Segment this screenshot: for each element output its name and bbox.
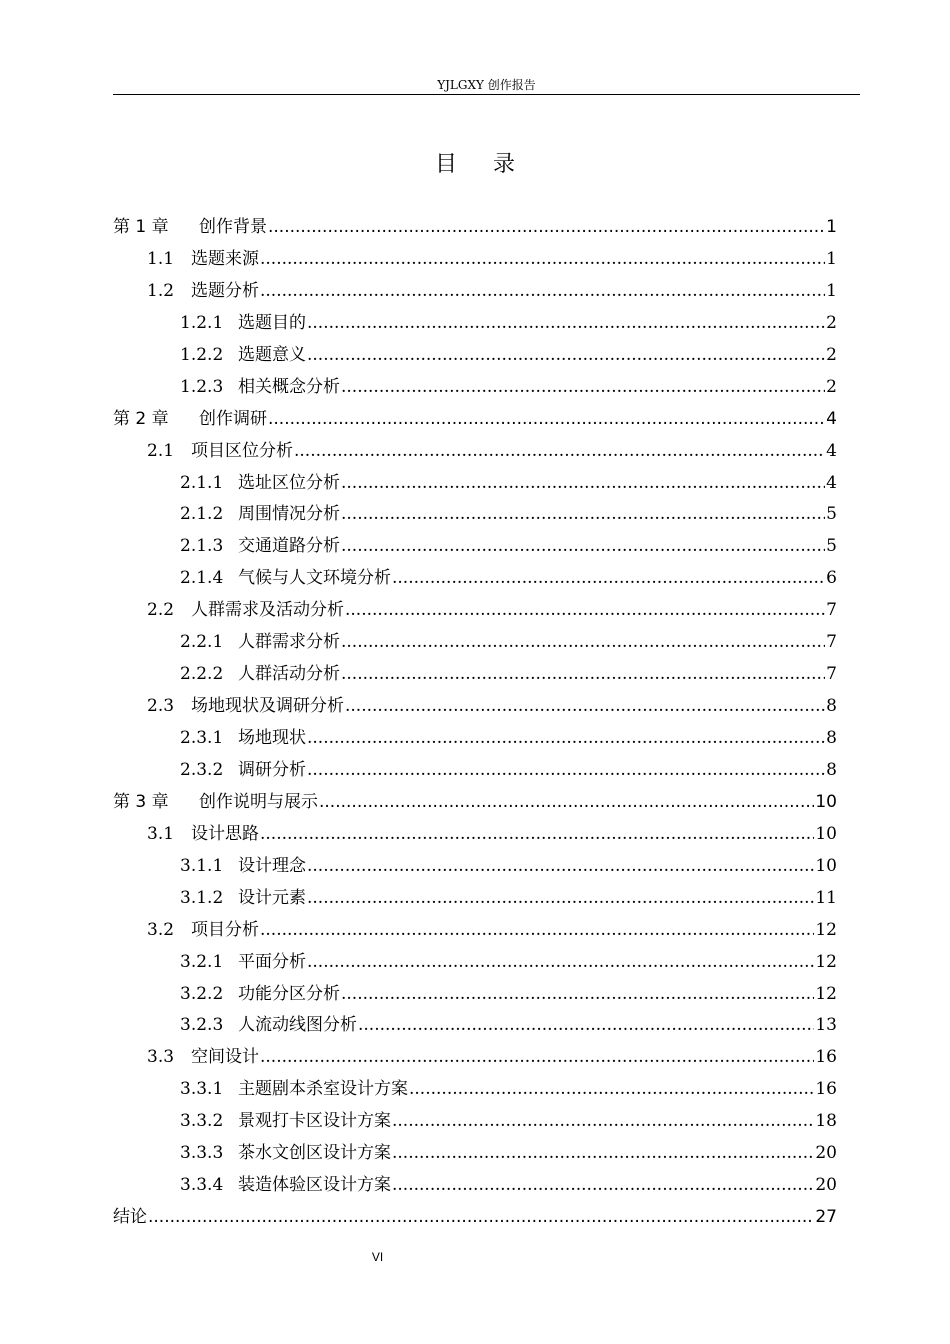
dot-leader	[341, 627, 825, 659]
toc-entry-number: 1.2.2	[180, 344, 224, 365]
dot-leader	[341, 372, 825, 404]
toc-entry-number: 3.3.1	[180, 1079, 224, 1100]
toc-entry-label: 人流动线图分析	[238, 1015, 357, 1036]
toc-entry[interactable]	[113, 883, 837, 915]
toc-entry[interactable]	[113, 404, 837, 436]
running-header: YJLGXY 创作报告	[437, 78, 536, 92]
toc-entry-page: 4	[826, 440, 837, 461]
toc-entry[interactable]	[113, 979, 837, 1011]
dot-leader	[307, 308, 825, 340]
dot-leader	[260, 276, 825, 308]
toc-entry-page: 7	[826, 632, 837, 653]
toc-entry-number: 1.2	[147, 280, 175, 301]
dot-leader	[260, 819, 814, 851]
toc-entry[interactable]	[113, 1074, 837, 1106]
toc-entry-label: 空间设计	[191, 1047, 259, 1068]
toc-entry-label: 设计理念	[238, 855, 306, 876]
toc-entry-number: 3.3	[147, 1047, 175, 1068]
toc-entry[interactable]	[113, 595, 837, 627]
toc-entry-page: 8	[826, 696, 837, 717]
toc-entry-label: 选址区位分析	[238, 472, 340, 493]
toc-entry[interactable]	[113, 499, 837, 531]
toc-entry-page: 20	[815, 1175, 837, 1196]
toc-entry-number: 2.3	[147, 696, 175, 717]
toc-entry-number: 第 3 章	[113, 791, 169, 812]
toc-entry-number: 2.2.2	[180, 664, 224, 685]
toc-entry-label: 相关概念分析	[238, 376, 340, 397]
toc-entry-label: 周围情况分析	[238, 504, 340, 525]
toc-entry-label: 设计元素	[238, 887, 306, 908]
dot-leader	[392, 563, 825, 595]
toc-entry-label: 项目区位分析	[191, 440, 293, 461]
toc-entry-number: 3.1	[147, 823, 175, 844]
toc-entry-number: 第 2 章	[113, 408, 169, 429]
toc-entry-page: 27	[815, 1207, 837, 1228]
toc-entry-page: 10	[815, 855, 837, 876]
toc-entry[interactable]	[113, 1042, 837, 1074]
toc-entry[interactable]	[113, 1202, 837, 1234]
dot-leader	[307, 851, 814, 883]
toc-entry-number: 3.2	[147, 919, 175, 940]
dot-leader	[307, 340, 825, 372]
toc-entry-label: 创作背景	[199, 217, 267, 237]
dot-leader	[341, 659, 825, 691]
toc-entry-page: 12	[815, 983, 837, 1004]
toc-entry-number: 2.1.2	[180, 504, 224, 525]
toc-entry-label: 结论	[113, 1207, 147, 1228]
toc-entry-label: 项目分析	[191, 919, 259, 940]
dot-leader	[345, 691, 825, 723]
table-of-contents	[113, 212, 837, 1234]
toc-entry-page: 7	[826, 600, 837, 621]
toc-entry-number: 3.1.2	[180, 887, 224, 908]
toc-entry-label: 调研分析	[238, 759, 306, 780]
toc-entry-page: 5	[826, 536, 837, 557]
toc-entry[interactable]	[113, 308, 837, 340]
toc-entry-page: 12	[815, 951, 837, 972]
header-rule	[113, 94, 860, 95]
toc-entry[interactable]	[113, 787, 837, 819]
toc-entry-page: 1	[826, 248, 837, 269]
toc-entry-number: 3.2.3	[180, 1015, 224, 1036]
dot-leader	[307, 883, 814, 915]
toc-entry-page: 7	[826, 664, 837, 685]
toc-entry[interactable]	[113, 436, 837, 468]
toc-entry[interactable]	[113, 947, 837, 979]
toc-entry-number: 2.3.1	[180, 728, 224, 748]
dot-leader	[345, 595, 825, 627]
toc-entry-number: 3.2.2	[180, 983, 224, 1004]
toc-entry-number: 2.1	[147, 440, 175, 461]
toc-entry[interactable]	[113, 276, 837, 308]
toc-entry-page: 1	[826, 280, 837, 301]
dot-leader	[341, 531, 825, 563]
toc-entry-label: 装造体验区设计方案	[238, 1175, 391, 1196]
toc-entry[interactable]	[113, 915, 837, 947]
dot-leader	[268, 404, 825, 436]
toc-entry-label: 气候与人文环境分析	[238, 568, 391, 589]
dot-leader	[341, 499, 825, 531]
toc-entry-label: 主题剧本杀室设计方案	[238, 1079, 408, 1100]
toc-entry-label: 茶水文创区设计方案	[238, 1143, 391, 1164]
toc-entry-page: 20	[815, 1143, 837, 1164]
dot-leader	[392, 1138, 814, 1170]
toc-entry-number: 2.2.1	[180, 632, 224, 653]
toc-entry-number: 2.1.3	[180, 536, 224, 557]
toc-entry-label: 场地现状及调研分析	[191, 696, 344, 717]
toc-entry-page: 2	[826, 344, 837, 365]
toc-entry-label: 人群活动分析	[238, 664, 340, 685]
dot-leader	[268, 212, 825, 244]
toc-entry-number: 第 1 章	[113, 217, 169, 237]
toc-entry[interactable]	[113, 1010, 837, 1042]
toc-entry-label: 选题来源	[191, 248, 259, 269]
toc-entry[interactable]	[113, 468, 837, 500]
toc-entry-page: 6	[826, 568, 837, 589]
toc-entry-page: 8	[826, 728, 837, 748]
toc-entry-label: 景观打卡区设计方案	[238, 1111, 391, 1132]
toc-entry-number: 3.3.2	[180, 1111, 224, 1132]
dot-leader	[319, 787, 814, 819]
toc-entry-page: 4	[826, 472, 837, 493]
toc-entry-label: 设计思路	[191, 823, 259, 844]
toc-entry[interactable]	[113, 1106, 837, 1138]
dot-leader	[260, 244, 825, 276]
toc-entry-page: 2	[826, 376, 837, 397]
toc-entry[interactable]	[113, 531, 837, 563]
toc-entry[interactable]	[113, 340, 837, 372]
dot-leader	[148, 1202, 814, 1234]
toc-title: 目录	[434, 152, 551, 177]
toc-entry[interactable]	[113, 723, 837, 755]
toc-entry[interactable]	[113, 1170, 837, 1202]
toc-entry-number: 1.1	[147, 248, 175, 269]
toc-entry-label: 选题意义	[238, 344, 306, 365]
dot-leader	[307, 947, 814, 979]
dot-leader	[260, 915, 814, 947]
toc-entry[interactable]	[113, 659, 837, 691]
toc-entry-page: 5	[826, 504, 837, 525]
toc-entry-label: 场地现状	[238, 728, 306, 748]
dot-leader	[307, 723, 825, 755]
dot-leader	[341, 979, 814, 1011]
dot-leader	[358, 1010, 814, 1042]
toc-entry-label: 人群需求分析	[238, 632, 340, 653]
toc-entry-label: 创作说明与展示	[199, 791, 318, 812]
toc-entry[interactable]	[113, 1138, 837, 1170]
toc-entry-page: 13	[815, 1015, 837, 1036]
dot-leader	[307, 755, 825, 787]
toc-entry-page: 16	[815, 1047, 837, 1068]
toc-entry-page: 10	[815, 791, 837, 812]
toc-entry-number: 3.2.1	[180, 951, 224, 972]
toc-entry-page: 4	[826, 408, 837, 429]
toc-entry[interactable]	[113, 244, 837, 276]
toc-entry-page: 18	[815, 1111, 837, 1132]
toc-entry-label: 人群需求及活动分析	[191, 600, 344, 621]
toc-entry[interactable]	[113, 691, 837, 723]
toc-entry-number: 2.1.4	[180, 568, 224, 589]
toc-entry[interactable]	[113, 819, 837, 851]
toc-entry-page: 8	[826, 759, 837, 780]
toc-entry-page: 12	[815, 919, 837, 940]
dot-leader	[392, 1170, 814, 1202]
toc-entry-label: 交通道路分析	[238, 536, 340, 557]
toc-entry[interactable]	[113, 212, 837, 244]
page-number: VI	[371, 1250, 384, 1264]
toc-entry[interactable]	[113, 563, 837, 595]
dot-leader	[392, 1106, 814, 1138]
toc-entry[interactable]	[113, 372, 837, 404]
toc-entry-page: 16	[815, 1079, 837, 1100]
toc-entry-number: 3.1.1	[180, 855, 224, 876]
toc-entry-page: 2	[826, 312, 837, 333]
toc-entry-label: 选题分析	[191, 280, 259, 301]
toc-entry-label: 平面分析	[238, 951, 306, 972]
toc-entry-label: 功能分区分析	[238, 983, 340, 1004]
toc-entry-number: 3.3.3	[180, 1143, 224, 1164]
toc-entry-number: 1.2.1	[180, 312, 224, 333]
dot-leader	[260, 1042, 814, 1074]
dot-leader	[409, 1074, 814, 1106]
toc-entry-number: 2.1.1	[180, 472, 224, 493]
toc-entry[interactable]	[113, 755, 837, 787]
dot-leader	[341, 468, 825, 500]
toc-entry[interactable]	[113, 627, 837, 659]
toc-entry-label: 创作调研	[199, 408, 267, 429]
toc-entry-number: 2.3.2	[180, 759, 224, 780]
toc-entry-page: 11	[815, 887, 837, 908]
toc-entry[interactable]	[113, 851, 837, 883]
toc-entry-page: 10	[815, 823, 837, 844]
toc-entry-page: 1	[826, 217, 837, 237]
toc-entry-number: 1.2.3	[180, 376, 224, 397]
toc-entry-number: 3.3.4	[180, 1175, 224, 1196]
toc-entry-label: 选题目的	[238, 312, 306, 333]
dot-leader	[294, 436, 825, 468]
toc-entry-number: 2.2	[147, 600, 175, 621]
